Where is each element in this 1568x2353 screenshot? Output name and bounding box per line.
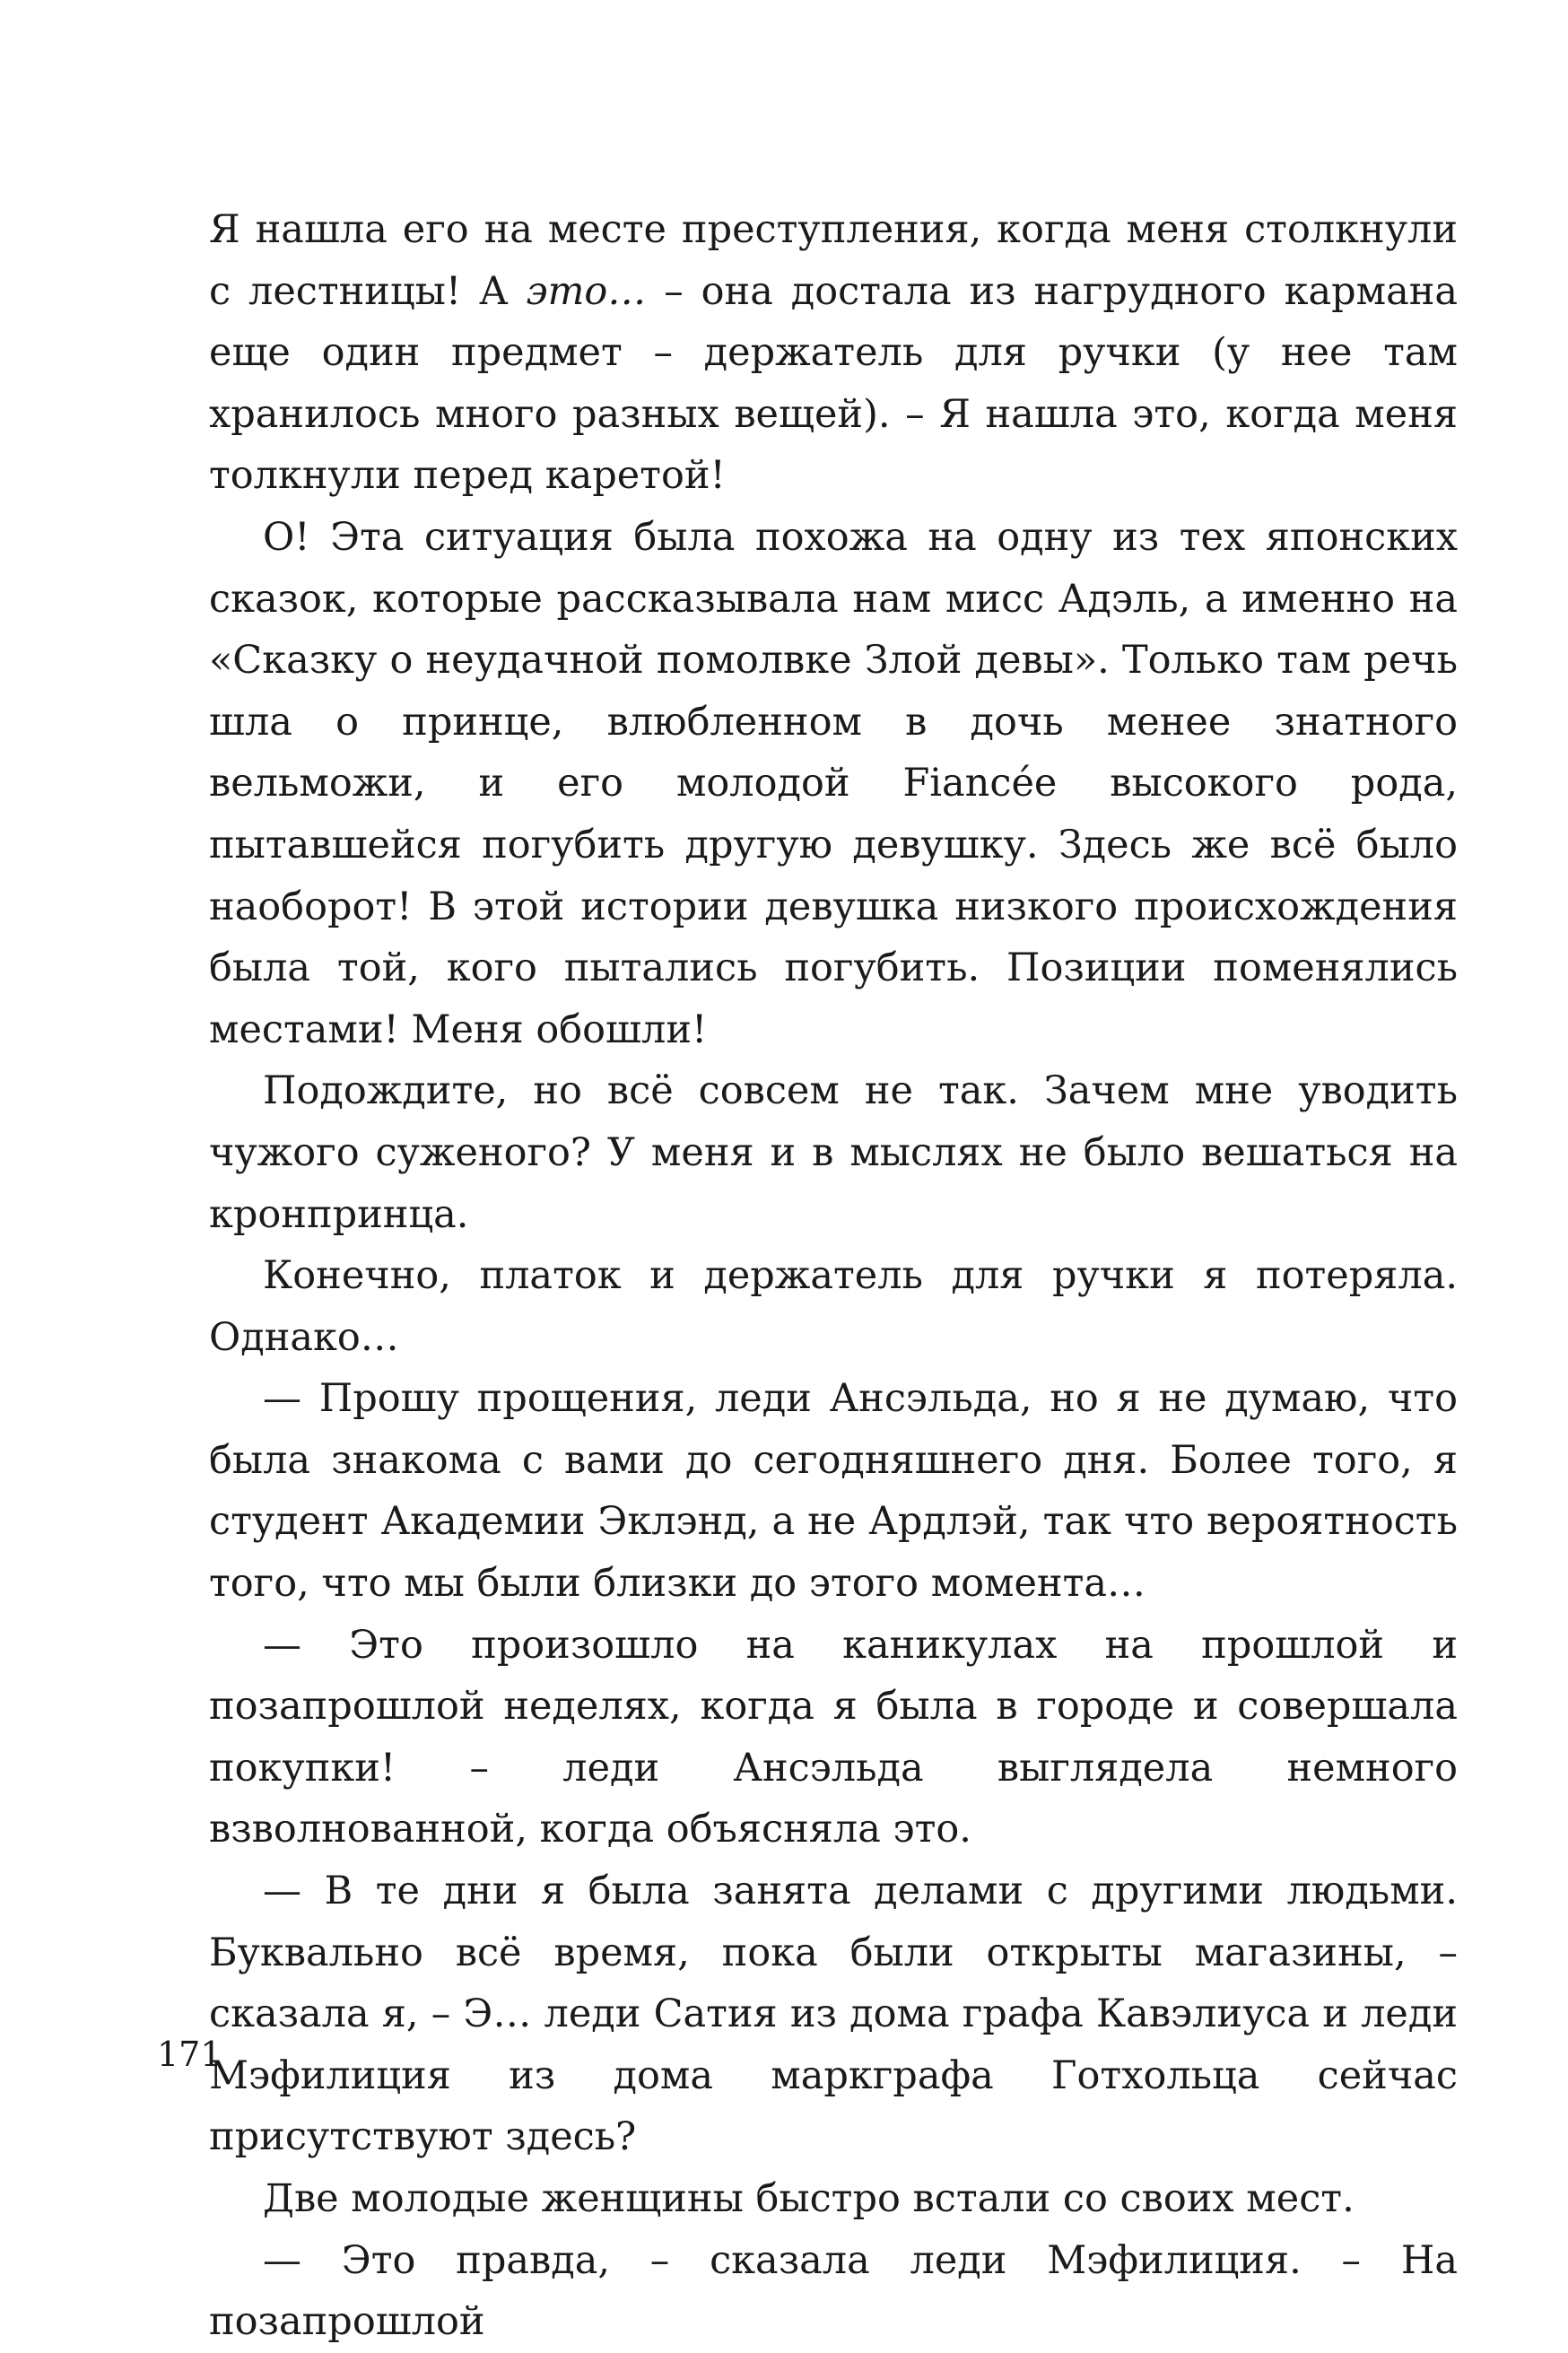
- paragraph-8: Две молодые женщины быстро встали со своих мест.: [263, 2176, 1355, 2221]
- paragraph-2: О! Эта ситуация была похожа на одну из тех японских сказок, которые рассказывала нам мисс Адэль, а именно на «Сказку о неудачной помолвке Злой девы». Только там речь шла о принце, влюбленном в дочь менее знатного вельможи, и его молодой Fiancée высокого рода, пытавшейся погубить другую девушку. Здесь же всё было наоборот! В этой истории девушка низкого происхождения была той, кого пытались погубить. Позиции поменялись местами! Меня обошли!: [209, 514, 1458, 1052]
- body-text: [209, 199, 1458, 2353]
- paragraph-1: [209, 199, 1458, 507]
- paragraph-7: — В те дни я была занята делами с другими людьми. Буквально всё время, пока были открыты магазины, – сказала я, – Э… леди Сатия из дома графа Кавэлиуса и леди Мэфилиция из дома маркграфа Готхольца сейчас присутствуют здесь?: [209, 1869, 1458, 2160]
- paragraph-6: — Это произошло на каникулах на прошлой и позапрошлой неделях, когда я была в городе и совершала покупки! – леди Ансэльда выглядела немного взволнованной, когда объясняла это.: [209, 1622, 1458, 1852]
- paragraph-4: Конечно, платок и держатель для ручки я потеряла. Однако…: [209, 1253, 1458, 1360]
- paragraph-3: Подождите, но всё совсем не так. Зачем мне уводить чужого суженого? У меня и в мыслях не было вешаться на кронпринца.: [209, 1068, 1458, 1237]
- page-number: 171: [157, 2035, 222, 2074]
- italic-phrase: это…: [526, 268, 647, 314]
- paragraph-1-start: Я нашла его на месте преступления, когда меня столкнули с лестницы! А: [209, 207, 1458, 314]
- paragraph-1-end: – она достала из нагрудного кармана еще один предмет – держатель для ручки (у нее там хранилось много разных вещей). – Я нашла это, когда меня толкнули перед каретой!: [209, 268, 1458, 499]
- paragraph-5: — Прошу прощения, леди Ансэльда, но я не думаю, что была знакома с вами до сегодняшнего дня. Более того, я студент Академии Эклэнд, а не Ардлэй, так что вероятность того, что мы были близки до этого момента…: [209, 1376, 1458, 1607]
- paragraph-9: — Это правда, – сказала леди Мэфилиция. – На позапрошлой: [209, 2237, 1458, 2345]
